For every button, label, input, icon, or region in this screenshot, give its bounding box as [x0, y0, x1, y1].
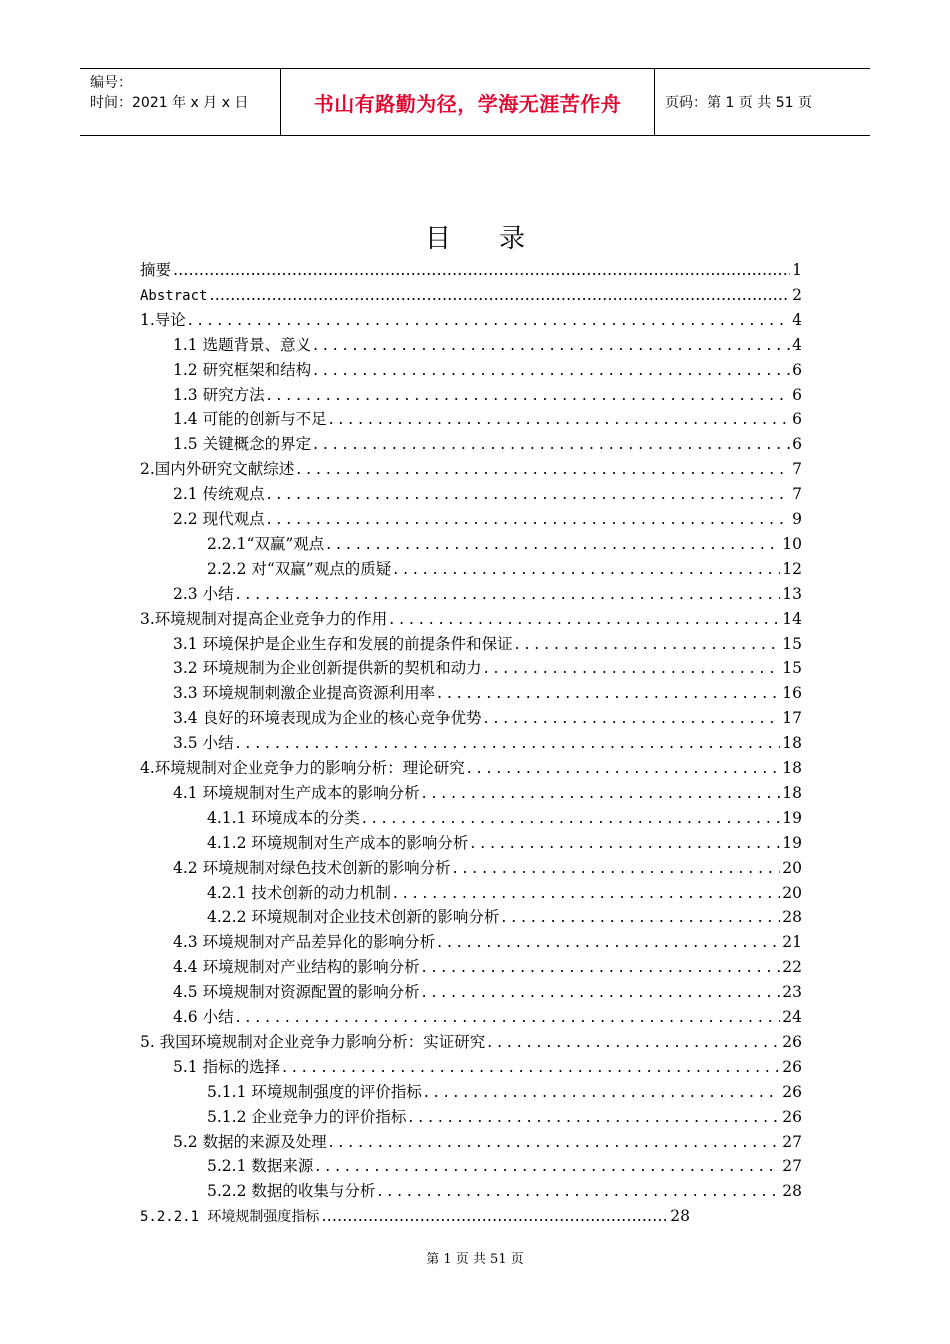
toc-entry-label: 2.国内外研究文献综述 [140, 460, 295, 479]
toc-leader-dots [313, 333, 790, 358]
header-meta [80, 69, 281, 135]
toc-entry[interactable] [173, 681, 802, 706]
toc-entry[interactable] [173, 1130, 802, 1155]
toc-entry-page: 23 [782, 983, 802, 1002]
toc-entry-label: 4.2.1 技术创新的动力机制 [207, 883, 391, 902]
toc-entry-page: 19 [782, 808, 802, 827]
toc-entry-label: 5.1 指标的选择 [173, 1057, 281, 1076]
toc-entry-label: 1.3 研究方法 [173, 385, 265, 404]
page-header [80, 68, 870, 136]
toc-leader-dots [173, 258, 790, 283]
toc-entry-label: 3.2 环境规制为企业创新提供新的契机和动力 [173, 659, 482, 678]
toc-entry-label: 4.1.1 环境成本的分类 [207, 808, 360, 827]
toc-leader-dots [453, 856, 781, 881]
toc-leader-dots [501, 905, 780, 930]
header-page-info: 页码：第 1 页 共 51 页 [665, 95, 812, 111]
toc-entry-label: 4.4 环境规制对产业结构的影响分析 [173, 958, 420, 977]
toc-entry-label: 4.1.2 环境规制对生产成本的影响分析 [207, 833, 469, 852]
toc-entry[interactable] [173, 781, 802, 806]
toc-leader-dots [282, 1055, 780, 1080]
toc-entry-label: 4.1 环境规制对生产成本的影响分析 [173, 783, 420, 802]
toc-entry-page: 16 [782, 684, 802, 703]
toc-leader-dots [236, 582, 781, 607]
toc-leader-dots [209, 283, 790, 308]
toc-entry-label: 2.2.1“双赢”观点 [207, 534, 325, 553]
toc-leader-dots [467, 756, 780, 781]
toc-entry-label: 3.4 良好的环境表现成为企业的核心竞争优势 [173, 709, 482, 728]
toc-entry-label: 2.2 现代观点 [173, 510, 265, 528]
toc-entry-page: 28 [782, 908, 802, 927]
toc-leader-dots [236, 1005, 781, 1030]
toc-entry-page: 18 [782, 734, 802, 753]
toc-entry-page: 26 [782, 1032, 802, 1051]
toc-entry[interactable] [207, 905, 802, 930]
toc-entry[interactable] [207, 1080, 802, 1105]
toc-entry-page: 18 [782, 783, 802, 802]
toc-entry[interactable] [207, 831, 802, 856]
toc-leader-dots [393, 881, 780, 906]
toc-entry-page: 28 [670, 1207, 690, 1226]
toc-entry-page: 12 [782, 559, 802, 578]
toc-entry-label: 2.1 传统观点 [173, 485, 265, 504]
toc-leader-dots [470, 831, 780, 856]
toc-leader-dots [484, 656, 781, 681]
toc-entry-label: 3.3 环境规制刺激企业提高资源利用率 [173, 684, 436, 703]
toc-entry-page: 10 [782, 534, 802, 553]
toc-entry-page: 14 [782, 609, 802, 628]
toc-entry-page: 20 [782, 883, 802, 902]
toc-entry-page: 22 [782, 958, 802, 977]
toc-entry[interactable] [173, 706, 802, 731]
toc-leader-dots [487, 1030, 780, 1055]
toc-entry-page: 7 [792, 485, 802, 504]
toc-entry[interactable] [140, 258, 802, 283]
toc-entry-page: 24 [782, 1008, 802, 1026]
toc-entry[interactable] [173, 383, 802, 408]
toc-entry-label: 1.2 研究框架和结构 [173, 360, 312, 379]
toc-entry-page: 27 [782, 1157, 802, 1176]
toc-entry-label: 5. 我国环境规制对企业竞争力影响分析：实证研究 [140, 1032, 486, 1051]
toc-entry-page: 26 [782, 1057, 802, 1076]
toc-leader-dots [188, 308, 790, 333]
toc-entry-page: 18 [782, 759, 802, 777]
toc-entry-page: 26 [782, 1107, 802, 1126]
toc-leader-dots [484, 706, 781, 731]
toc-leader-dots [329, 1130, 781, 1155]
toc-entry-page: 4 [792, 335, 802, 354]
toc-entry[interactable] [173, 731, 802, 756]
toc-entry-label: 1.4 可能的创新与不足 [173, 410, 327, 429]
toc-entry-label: 4.2.2 环境规制对企业技术创新的影响分析 [207, 908, 500, 927]
toc-entry[interactable] [173, 407, 802, 432]
toc-entry[interactable] [140, 756, 802, 781]
toc-entry-label: 4.6 小结 [173, 1008, 234, 1026]
toc-entry-page: 27 [782, 1132, 802, 1151]
toc-leader-dots [296, 457, 790, 482]
toc-entry[interactable] [173, 980, 802, 1005]
toc-entry-label: 4.3 环境规制对产品差异化的影响分析 [173, 933, 436, 952]
toc-entry-label: 2.2.2 对“双赢”观点的质疑 [207, 559, 392, 578]
toc-leader-dots [422, 980, 781, 1005]
toc-entry[interactable] [173, 930, 802, 955]
toc-leader-dots [313, 432, 790, 457]
time-label: 时间：2021 年 x 月 x 日 [90, 95, 249, 111]
toc-entry-label: 5.2.2.1 环境规制强度指标 [140, 1209, 320, 1226]
toc-entry-label: 3.1 环境保护是企业生存和发展的前提条件和保证 [173, 634, 513, 653]
toc-leader-dots [393, 557, 780, 582]
toc-entry[interactable] [207, 1154, 802, 1179]
toc-entry-page: 28 [782, 1182, 802, 1201]
toc-entry[interactable] [173, 1005, 802, 1030]
toc-entry-label: 1.5 关键概念的界定 [173, 435, 312, 454]
toc-leader-dots [437, 930, 780, 955]
toc-leader-dots [362, 806, 780, 831]
toc-entry-page: 13 [782, 584, 802, 603]
toc-entry[interactable] [140, 1204, 690, 1229]
toc-entry[interactable] [140, 283, 802, 308]
toc-entry-page: 2 [792, 285, 802, 304]
toc-entry-page: 21 [782, 933, 802, 952]
toc-entry-label: Abstract [140, 287, 208, 304]
toc-entry[interactable] [173, 482, 802, 507]
toc-entry[interactable] [173, 358, 802, 383]
toc-entry[interactable] [207, 532, 802, 557]
toc-entry-page: 6 [792, 435, 802, 454]
toc-entry-page: 6 [792, 385, 802, 404]
toc-entry-label: 4.环境规制对企业竞争力的影响分析：理论研究 [140, 759, 465, 777]
toc-entry[interactable] [207, 806, 802, 831]
toc-leader-dots [267, 507, 791, 532]
toc-entry-label: 2.3 小结 [173, 584, 234, 603]
toc-entry-page: 7 [792, 460, 802, 479]
toc-entry[interactable] [140, 607, 802, 632]
toc-entry-label: 3.5 小结 [173, 734, 234, 753]
toc-entry-page: 15 [782, 659, 802, 678]
toc-entry[interactable] [140, 1030, 802, 1055]
toc-entry-page: 19 [782, 833, 802, 852]
toc-entry-page: 1 [792, 261, 802, 279]
toc-leader-dots [422, 955, 781, 980]
toc-entry-page: 6 [792, 410, 802, 429]
toc-entry[interactable] [207, 557, 802, 582]
toc-entry[interactable] [140, 308, 802, 333]
toc-entry-label: 5.2 数据的来源及处理 [173, 1132, 327, 1151]
page-footer: 第 1 页 共 51 页 [426, 1252, 524, 1267]
toc-entry[interactable] [173, 333, 802, 358]
toc-entry[interactable] [140, 457, 802, 482]
toc-leader-dots [329, 407, 791, 432]
toc-leader-dots [424, 1080, 780, 1105]
toc-entry-label: 5.1.1 环境规制强度的评价指标 [207, 1082, 422, 1101]
toc-entry-label: 5.2.1 数据来源 [207, 1157, 314, 1176]
toc-leader-dots [377, 1179, 780, 1204]
toc-entry[interactable] [207, 881, 802, 906]
toc-leader-dots [515, 632, 781, 657]
toc-leader-dots [321, 1204, 668, 1229]
toc-leader-dots [326, 532, 780, 557]
toc-entry[interactable] [173, 955, 802, 980]
toc-entry-label: 4.5 环境规制对资源配置的影响分析 [173, 983, 420, 1002]
toc-entry-label: 摘要 [140, 261, 172, 279]
toc-entry[interactable] [173, 582, 802, 607]
toc-entry[interactable] [173, 632, 802, 657]
toc-entry-page: 4 [792, 310, 802, 329]
toc-entry[interactable] [173, 432, 802, 457]
toc-entry-page: 26 [782, 1082, 802, 1101]
toc-entry-page: 15 [782, 634, 802, 653]
toc-leader-dots [315, 1154, 780, 1179]
toc-entry-page: 17 [782, 709, 802, 728]
toc-leader-dots [267, 482, 791, 507]
toc-entry-label: 3.环境规制对提高企业竞争力的作用 [140, 609, 388, 628]
toc-entry-page: 20 [782, 858, 802, 877]
toc-entry-page: 6 [792, 360, 802, 379]
toc-leader-dots [313, 358, 790, 383]
toc-leader-dots [236, 731, 781, 756]
toc-entry[interactable] [173, 856, 802, 881]
toc-entry[interactable] [207, 1105, 802, 1130]
toc-entry-label: 1.导论 [140, 310, 186, 329]
toc-leader-dots [408, 1105, 780, 1130]
header-motto: 书山有路勤为径，学海无涯苦作舟 [313, 91, 622, 116]
page-title: 目录 [424, 224, 573, 254]
toc-leader-dots [422, 781, 781, 806]
toc-leader-dots [389, 607, 780, 632]
toc-entry[interactable] [173, 656, 802, 681]
toc-leader-dots [437, 681, 780, 706]
number-label: 编号： [90, 75, 132, 91]
toc-entry-label: 1.1 选题背景、意义 [173, 335, 312, 354]
toc-entry[interactable] [173, 507, 802, 532]
header-motto-cell [281, 69, 655, 135]
toc-entry-page: 9 [792, 510, 802, 528]
toc-entry-label: 5.2.2 数据的收集与分析 [207, 1182, 376, 1201]
toc-leader-dots [267, 383, 791, 408]
toc-entry-label: 5.1.2 企业竞争力的评价指标 [207, 1107, 407, 1126]
toc-entry[interactable] [173, 1055, 802, 1080]
toc-entry-label: 4.2 环境规制对绿色技术创新的影响分析 [173, 858, 451, 877]
toc-entry[interactable] [207, 1179, 802, 1204]
